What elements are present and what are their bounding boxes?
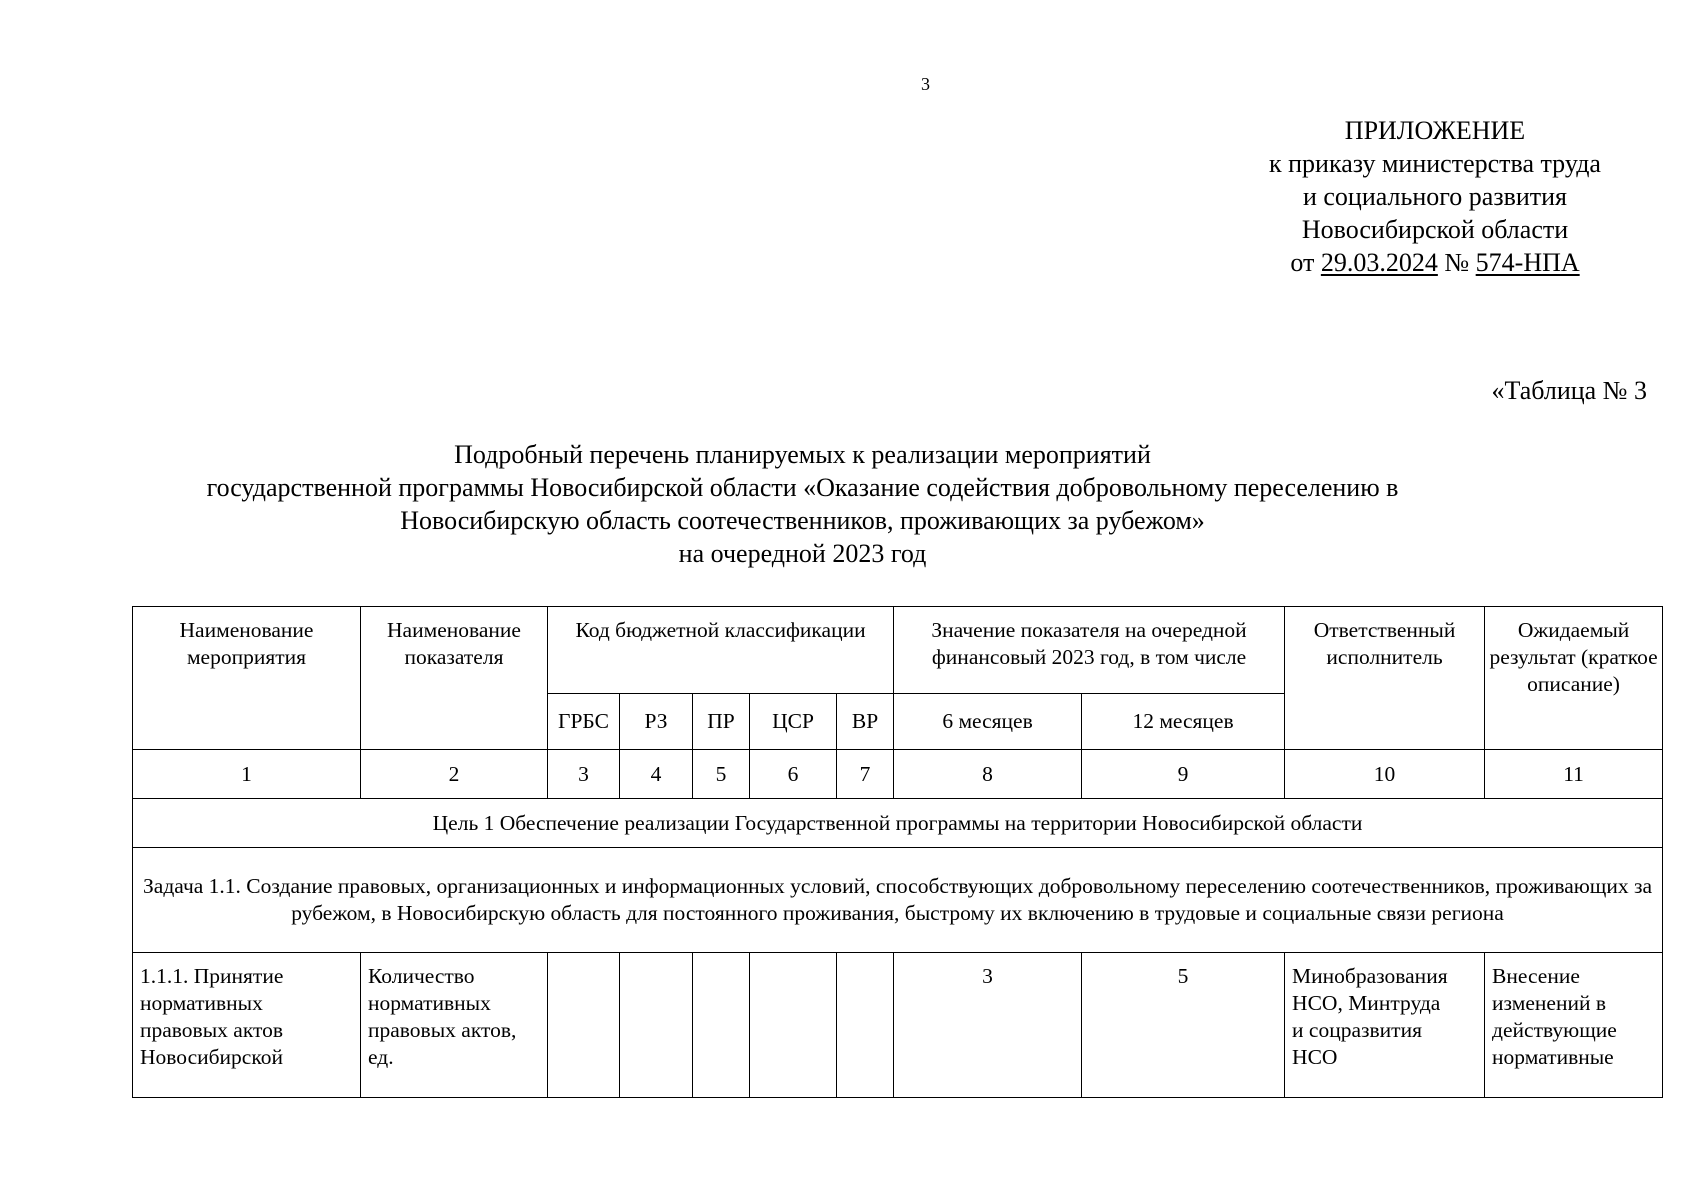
cell-line: нормативные <box>1492 1045 1614 1069</box>
title-line: Новосибирскую область соотечественников, проживающих за рубежом» <box>400 506 1205 535</box>
pr-cell <box>693 953 750 1098</box>
csr-cell <box>750 953 837 1098</box>
events-table <box>132 606 1663 1098</box>
column-number: 10 <box>1285 750 1485 799</box>
header-responsible: Ответственный исполнитель <box>1285 607 1485 750</box>
column-number: 5 <box>693 750 750 799</box>
task-row: Задача 1.1. Создание правовых, организационных и информационных условий, способствующих добровольному переселению соотечественников, проживающих за рубежом, в Новосибирскую область для постоянного проживания, быстрому их включению в трудовые и социальные связи региона <box>133 848 1663 953</box>
order-date: 29.03.2024 <box>1320 248 1438 277</box>
grbs-cell <box>548 953 620 1098</box>
cell-line: Минобразования <box>1292 964 1448 988</box>
cell-line: правовых актов <box>140 1018 283 1042</box>
column-number: 3 <box>548 750 620 799</box>
indicator-name-cell <box>361 953 548 1098</box>
vr-cell <box>837 953 894 1098</box>
header-event-name: Наименование мероприятия <box>133 607 361 750</box>
responsible-cell <box>1285 953 1485 1098</box>
column-number: 4 <box>620 750 693 799</box>
header-indicator-value: Значение показателя на очередной финансовый 2023 год, в том числе <box>894 607 1285 694</box>
table-label: «Таблица № 3 <box>1491 376 1647 405</box>
appendix-line: к приказу министерства труда <box>1269 149 1601 178</box>
cell-line: и соцразвития <box>1292 1018 1422 1042</box>
column-number: 7 <box>837 750 894 799</box>
appendix-order-line <box>1200 246 1670 279</box>
cell-line: нормативных <box>368 991 491 1015</box>
page-number: 3 <box>921 74 930 94</box>
cell-line: нормативных <box>140 991 263 1015</box>
expected-result-cell <box>1485 953 1663 1098</box>
event-name-cell <box>133 953 361 1098</box>
appendix-title: ПРИЛОЖЕНИЕ <box>1344 116 1526 145</box>
header-vr: ВР <box>837 694 894 750</box>
value-12-months-cell: 5 <box>1082 953 1285 1098</box>
column-number: 8 <box>894 750 1082 799</box>
cell-line: НСО, Минтруда <box>1292 991 1441 1015</box>
document-title <box>0 438 1697 570</box>
header-grbs: ГРБС <box>548 694 620 750</box>
cell-line: Новосибирской <box>140 1045 283 1069</box>
value-6-months-cell: 3 <box>894 953 1082 1098</box>
header-6-months: 6 месяцев <box>894 694 1082 750</box>
cell-line: 1.1.1. Принятие <box>140 964 284 988</box>
table-row <box>133 953 1663 1098</box>
column-number: 11 <box>1485 750 1663 799</box>
header-pr: ПР <box>693 694 750 750</box>
cell-line: Количество <box>368 964 475 988</box>
column-number: 6 <box>750 750 837 799</box>
column-number: 1 <box>133 750 361 799</box>
column-number: 2 <box>361 750 548 799</box>
cell-line: правовых актов, <box>368 1018 517 1042</box>
appendix-header <box>1200 114 1670 279</box>
title-line: Подробный перечень планируемых к реализации мероприятий <box>454 440 1151 469</box>
title-line: на очередной 2023 год <box>678 539 927 568</box>
appendix-line: Новосибирской области <box>1301 215 1569 244</box>
header-budget-code: Код бюджетной классификации <box>548 607 894 694</box>
goal-row: Цель 1 Обеспечение реализации Государственной программы на территории Новосибирской области <box>133 799 1663 848</box>
header-rz: РЗ <box>620 694 693 750</box>
header-csr: ЦСР <box>750 694 837 750</box>
cell-line: изменений в <box>1492 991 1606 1015</box>
header-12-months: 12 месяцев <box>1082 694 1285 750</box>
header-expected-result: Ожидаемый результат (краткое описание) <box>1485 607 1663 750</box>
column-number: 9 <box>1082 750 1285 799</box>
cell-line: Внесение <box>1492 964 1580 988</box>
rz-cell <box>620 953 693 1098</box>
number-label: № <box>1444 248 1470 277</box>
cell-line: НСО <box>1292 1045 1338 1069</box>
appendix-line: и социального развития <box>1302 182 1568 211</box>
order-number: 574-НПА <box>1475 248 1580 277</box>
title-line: государственной программы Новосибирской области «Оказание содействия добровольному переселению в <box>206 473 1399 502</box>
cell-line: ед. <box>368 1045 394 1069</box>
header-indicator-name: Наименование показателя <box>361 607 548 750</box>
from-label: от <box>1290 248 1315 277</box>
cell-line: действующие <box>1492 1018 1617 1042</box>
